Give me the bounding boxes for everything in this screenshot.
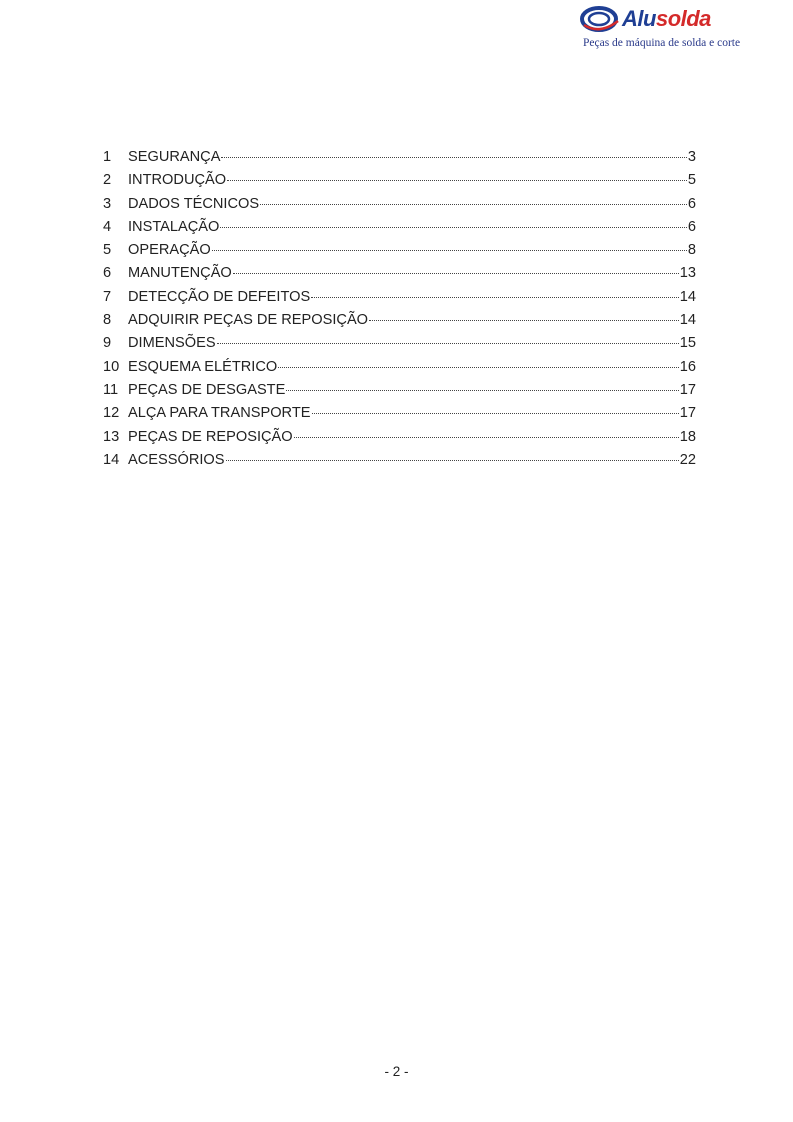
toc-entry-number: 3 <box>103 195 112 212</box>
toc-entry-number: 11 <box>103 381 119 398</box>
toc-entry[interactable] <box>103 262 696 285</box>
toc-entry-page: 17 <box>679 381 696 398</box>
toc-entry-number: 2 <box>103 172 112 189</box>
toc-entry[interactable] <box>103 332 696 355</box>
toc-entry-number: 12 <box>103 405 120 422</box>
logo-name <box>622 6 711 32</box>
toc-entry-title: DETECÇÃO DE DEFEITOS <box>128 288 311 305</box>
toc-dot-leader <box>233 272 679 274</box>
toc-entry-number: 14 <box>103 451 120 468</box>
toc-entry-number: 5 <box>103 242 112 259</box>
toc-entry[interactable] <box>103 239 696 262</box>
toc-entry-title: INSTALAÇÃO <box>128 218 220 235</box>
toc-entry-title: DADOS TÉCNICOS <box>128 195 260 212</box>
toc-entry-title: DIMENSÕES <box>128 335 216 352</box>
toc-entry-page: 8 <box>687 242 696 259</box>
toc-entry-number: 1 <box>103 149 112 165</box>
toc-entry-page: 17 <box>679 405 696 422</box>
toc-entry-number: 9 <box>103 335 112 352</box>
toc-dot-leader <box>212 249 687 251</box>
toc-entry-number: 7 <box>103 288 112 305</box>
toc-dot-leader <box>226 459 679 461</box>
toc-entry[interactable] <box>103 402 696 425</box>
toc-entry-title: ALÇA PARA TRANSPORTE <box>128 405 311 422</box>
logo-name-part1: Alu <box>622 6 656 31</box>
toc-entry-page: 14 <box>679 288 696 305</box>
toc-entry-page: 16 <box>679 358 696 375</box>
toc-entry-page: 18 <box>679 428 696 445</box>
toc-entry-title: ACESSÓRIOS <box>128 451 225 468</box>
toc-entry-page: 5 <box>687 172 696 189</box>
toc-entry[interactable] <box>103 193 696 216</box>
toc-entry-title: ESQUEMA ELÉTRICO <box>128 358 278 375</box>
toc-dot-leader <box>217 342 679 344</box>
logo-swoosh-icon <box>580 5 624 35</box>
toc-entry-page: 14 <box>679 312 696 329</box>
toc-entry-page: 6 <box>687 218 696 235</box>
toc-dot-leader <box>260 203 687 205</box>
toc-entry[interactable] <box>103 356 696 379</box>
toc-dot-leader <box>294 436 679 438</box>
toc-entry[interactable] <box>103 379 696 402</box>
toc-entry-number: 8 <box>103 312 112 329</box>
page-number: - 2 - <box>384 1064 409 1079</box>
toc-entry[interactable] <box>103 449 696 472</box>
toc-dot-leader <box>312 412 679 414</box>
toc-dot-leader <box>286 389 678 391</box>
toc-entry[interactable] <box>103 286 696 309</box>
toc-entry-number: 13 <box>103 428 120 445</box>
toc-dot-leader <box>369 319 679 321</box>
toc-entry-title: PEÇAS DE DESGASTE <box>128 381 286 398</box>
toc-entry-title: MANUTENÇÃO <box>128 265 232 282</box>
toc-entry-number: 10 <box>103 358 120 375</box>
toc-entry-number: 6 <box>103 265 112 282</box>
toc-entry-page: 22 <box>679 451 696 468</box>
toc-dot-leader <box>227 179 687 181</box>
toc-entry[interactable] <box>103 426 696 449</box>
toc-entry-page: 15 <box>679 335 696 352</box>
toc-entry[interactable] <box>103 216 696 239</box>
toc-entry-page: 6 <box>687 195 696 212</box>
toc-entry[interactable] <box>103 146 696 169</box>
toc-dot-leader <box>220 226 687 228</box>
toc-dot-leader <box>278 366 679 368</box>
toc-entry-page: 13 <box>679 265 696 282</box>
alusolda-logo <box>578 4 741 50</box>
toc-entry-title: SEGURANÇA <box>128 149 221 165</box>
toc-entry-title: INTRODUÇÃO <box>128 172 227 189</box>
toc-entry-title: PEÇAS DE REPOSIÇÃO <box>128 428 293 445</box>
toc-dot-leader <box>221 156 686 158</box>
toc-entry-number: 4 <box>103 218 112 235</box>
table-of-contents <box>103 146 696 472</box>
toc-entry-page: 3 <box>687 149 696 165</box>
toc-dot-leader <box>311 296 679 298</box>
logo-tagline: Peças de máquina de solda e corte <box>583 37 741 49</box>
toc-entry-title: ADQUIRIR PEÇAS DE REPOSIÇÃO <box>128 312 369 329</box>
toc-entry-title: OPERAÇÃO <box>128 242 211 259</box>
logo-name-part2: solda <box>655 6 711 31</box>
toc-entry[interactable] <box>103 309 696 332</box>
toc-entry[interactable] <box>103 169 696 192</box>
